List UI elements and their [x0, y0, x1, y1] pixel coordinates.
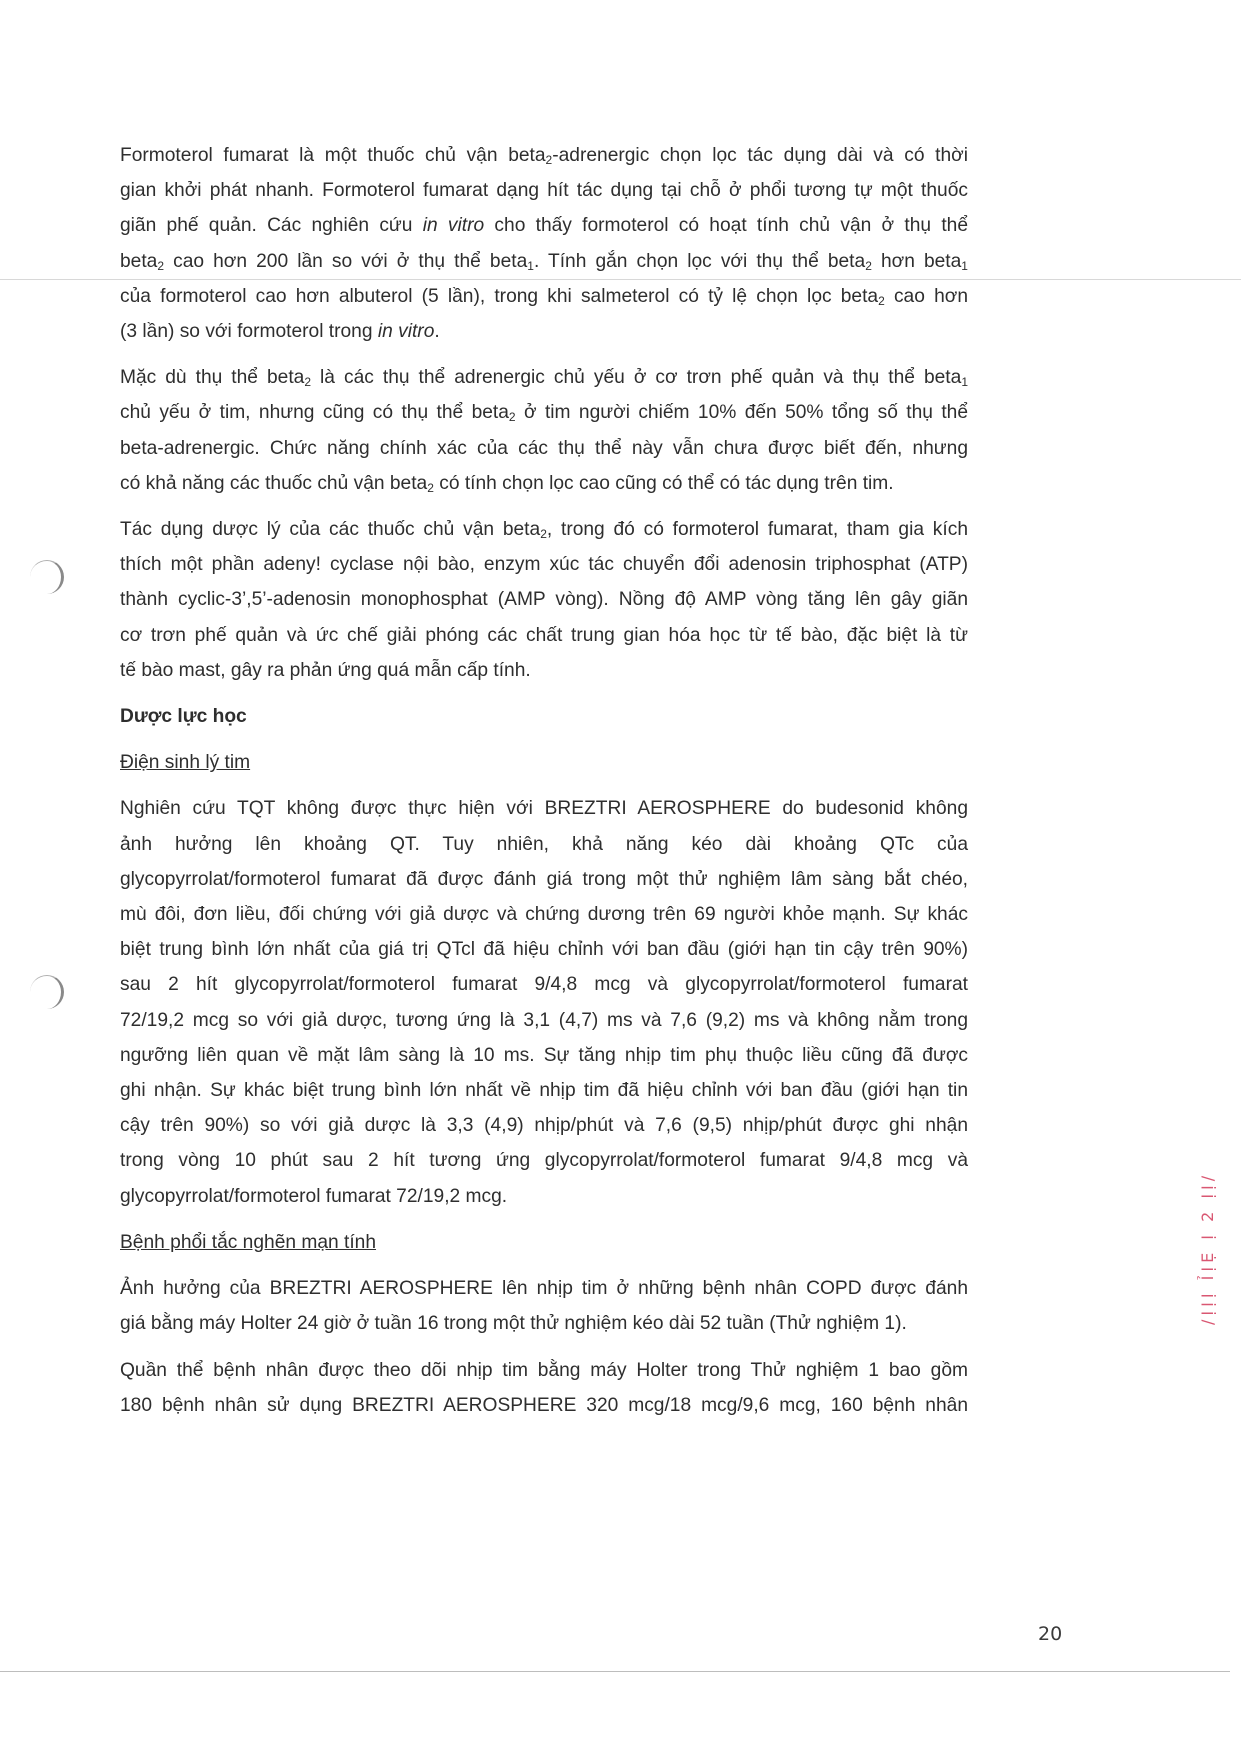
- text-line: Mặc dù thụ thể beta$_2$ là các thụ thể adrenergic chủ yếu ở cơ trơn phế quản và thụ thể beta$_1$: [120, 367, 968, 390]
- document-body: [120, 138, 968, 1434]
- text-line: beta-adrenergic. Chức năng chính xác của các thụ thể này vẫn chưa được biết đến, nhưng: [120, 437, 968, 459]
- text-line: giá bằng máy Holter 24 giờ ở tuần 16 trong một thử nghiệm kéo dài 52 tuần (Thử nghiệm 1).: [120, 1313, 907, 1335]
- paragraph-beta2-receptors: [120, 360, 968, 501]
- text-line: ngưỡng liên quan về mặt lâm sàng là 10 ms. Sự tăng nhịp tim phụ thuộc liều cũng đã được: [120, 1044, 968, 1066]
- text-line: glycopyrrolat/formoterol fumarat đã được đánh giá trong một thử nghiệm lâm sàng bắt chéo,: [120, 868, 968, 890]
- paragraph-holter-effect: [120, 1271, 968, 1341]
- punch-hole-top: [30, 560, 64, 594]
- text-line: tế bào mast, gây ra phản ứng quá mẫn cấp tính.: [120, 659, 531, 681]
- text-line: giãn phế quản. Các nghiên cứu in vitro cho thấy formoterol có hoạt tính chủ vận ở thụ thể: [120, 215, 968, 237]
- text-line: ảnh hưởng lên khoảng QT. Tuy nhiên, khả năng kéo dài khoảng QTc của: [120, 833, 968, 855]
- text-line: 180 bệnh nhân sử dụng BREZTRI AEROSPHERE 320 mcg/18 mcg/9,6 mcg, 160 bệnh nhân: [120, 1394, 968, 1416]
- punch-hole-bottom: [30, 975, 64, 1009]
- text-line: sau 2 hít glycopyrrolat/formoterol fumarat 9/4,8 mcg và glycopyrrolat/formoterol fumarat: [120, 974, 968, 996]
- text-line: thích một phần adeny! cyclase nội bào, enzym xúc tác chuyển đổi adenosin triphosphat (ATP): [120, 554, 968, 576]
- text-line: 72/19,2 mcg so với giả dược, tương ứng là 3,1 (4,7) ms và 7,6 (9,2) ms và không nằm trong: [120, 1009, 968, 1031]
- paragraph-qt-study: [120, 791, 968, 1213]
- text-line: ghi nhận. Sự khác biệt trung bình lớn nhất về nhịp tim đã hiệu chỉnh với ban đầu (giới hạn tin: [120, 1080, 968, 1102]
- page-number: 20: [1038, 1623, 1063, 1645]
- subsection-heading-cardiac-electrophysiology: Điện sinh lý tim: [120, 752, 251, 774]
- text-line: Ảnh hưởng của BREZTRI AEROSPHERE lên nhịp tim ở những bệnh nhân COPD được đánh: [120, 1278, 968, 1300]
- text-line: cơ trơn phế quản và ức chế giải phóng các chất trung gian hóa học từ tế bào, đặc biệt là từ: [120, 624, 968, 646]
- section-heading-pharmacodynamics: Dược lực học: [120, 706, 247, 728]
- text-line: của formoterol cao hơn albuterol (5 lần), trong khi salmeterol có tỷ lệ chọn lọc beta$_2$ cao hơn: [120, 285, 968, 308]
- text-line: beta$_2$ cao hơn 200 lần so với ở thụ thể beta$_1$. Tính gắn chọn lọc với thụ thể beta$_2$ hơn beta$_1$: [120, 250, 968, 273]
- text-line: gian khởi phát nhanh. Formoterol fumarat dạng hít tác dụng tại chỗ ở phổi tương tự một thuốc: [120, 180, 968, 202]
- text-line: chủ yếu ở tim, nhưng cũng có thụ thể beta$_2$ ở tim người chiếm 10% đến 50% tổng số thụ thể: [120, 402, 968, 425]
- margin-stamp: /ỊỊỊ ỈỊẸ Ị 2 ỊỊ/: [1198, 1171, 1217, 1325]
- footer-divider: [0, 1671, 1230, 1672]
- text-line: mù đôi, đơn liều, đối chứng với giả dược và chứng dương trên 69 người khỏe mạnh. Sự khác: [120, 904, 968, 926]
- text-line: Formoterol fumarat là một thuốc chủ vận beta$_2$-adrenergic chọn lọc tác dụng dài và có thời: [120, 145, 968, 167]
- subsection-heading-copd: Bệnh phổi tắc nghẽn mạn tính: [120, 1231, 377, 1253]
- paragraph-formoterol-intro: [120, 138, 968, 349]
- text-line: (3 lần) so với formoterol trong in vitro.: [120, 321, 440, 343]
- text-line: biệt trung bình lớn nhất của giá trị QTcl đã hiệu chỉnh với ban đầu (giới hạn tin cậy trên 90%): [120, 939, 968, 961]
- paragraph-pharmacologic-effects: [120, 512, 968, 688]
- text-line: glycopyrrolat/formoterol fumarat 72/19,2 mcg.: [120, 1185, 508, 1207]
- text-line: thành cyclic-3’,5’-adenosin monophosphat (AMP vòng). Nồng độ AMP vòng tăng lên gây giãn: [120, 589, 968, 611]
- text-line: Quần thể bệnh nhân được theo dõi nhịp tim bằng máy Holter trong Thử nghiệm 1 bao gồm: [120, 1359, 968, 1381]
- paragraph-holter-population: [120, 1353, 968, 1423]
- text-line: Nghiên cứu TQT không được thực hiện với BREZTRI AEROSPHERE do budesonid không: [120, 798, 968, 820]
- text-line: có khả năng các thuốc chủ vận beta$_2$ có tính chọn lọc cao cũng có thể có tác dụng trên tim.: [120, 472, 894, 495]
- text-line: trong vòng 10 phút sau 2 hít tương ứng glycopyrrolat/formoterol fumarat 9/4,8 mcg và: [120, 1150, 968, 1172]
- text-line: Tác dụng dược lý của các thuốc chủ vận beta$_2$, trong đó có formoterol fumarat, tham gia kích: [120, 519, 968, 542]
- text-line: cậy trên 90%) so với giả dược là 3,3 (4,9) nhịp/phút và 7,6 (9,5) nhịp/phút được ghi nhận: [120, 1115, 968, 1137]
